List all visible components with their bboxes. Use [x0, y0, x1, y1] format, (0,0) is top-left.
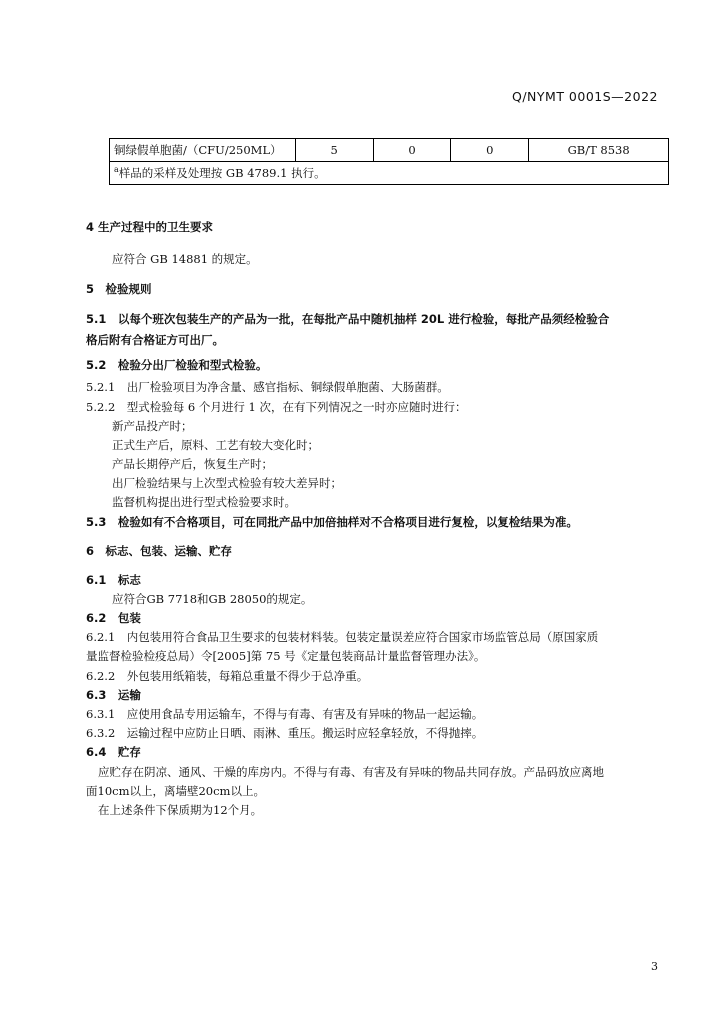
table-row: [110, 139, 669, 162]
clause-5-2-2: 5.2.2 型式检验每 6 个月进行 1 次，在有下列情况之一时亦应随时进行：: [86, 400, 467, 414]
heading-6-3: 6.3 运输: [86, 688, 141, 702]
spec-table: [109, 138, 669, 185]
clause-5-2-1: 5.2.1 出厂检验项目为净含量、感官指标、铜绿假单胞菌、大肠菌群。: [86, 380, 449, 394]
clause-5-1-line1: 5.1 以每个班次包装生产的产品为一批，在每批产品中随机抽样 20L 进行检验，每批产品须经检验合: [86, 312, 610, 326]
page-number: 3: [651, 960, 658, 973]
clause-6-2-1-line1: 6.2.1 内包装用符合食品卫生要求的包装材料装。包装定量误差应符合国家市场监管总局（原国家质: [86, 630, 599, 644]
table-cell-method: GB/T 8538: [529, 139, 669, 162]
list-item: 出厂检验结果与上次型式检验有较大差异时；: [112, 476, 342, 490]
heading-6: 6 标志、包装、运输、贮存: [86, 544, 233, 558]
paragraph-6-4-line3: 在上述条件下保质期为12个月。: [98, 803, 263, 817]
paragraph-6-4-line1: 应贮存在阴凉、通风、干燥的库房内。不得与有毒、有害及有异味的物品共同存放。产品码放应离地: [98, 765, 604, 779]
clause-6-3-1: 6.3.1 应使用食品专用运输车，不得与有毒、有害及有异味的物品一起运输。: [86, 707, 484, 721]
table-note: [110, 162, 669, 185]
paragraph-6-4-line2: 面10cm以上，离墙壁20cm以上。: [86, 784, 265, 798]
table-cell-item: 铜绿假单胞菌/（CFU/250ML）: [110, 139, 296, 162]
table-cell-c: 0: [373, 139, 451, 162]
note-mark: a: [114, 165, 119, 175]
clause-5-2: 5.2 检验分出厂检验和型式检验。: [86, 358, 268, 372]
table-cell-n: 5: [295, 139, 373, 162]
clause-5-3: 5.3 检验如有不合格项目，可在同批产品中加倍抽样对不合格项目进行复检，以复检结果为准。: [86, 515, 578, 529]
clause-6-3-2: 6.3.2 运输过程中应防止日晒、雨淋、重压。搬运时应轻拿轻放，不得抛摔。: [86, 726, 484, 740]
note-text: 样品的采样及处理按 GB 4789.1 执行。: [118, 166, 326, 180]
heading-6-1: 6.1 标志: [86, 573, 141, 587]
heading-5: 5 检验规则: [86, 282, 152, 296]
table-cell-m: 0: [451, 139, 529, 162]
paragraph-4: 应符合 GB 14881 的规定。: [112, 252, 258, 266]
heading-6-2: 6.2 包装: [86, 611, 141, 625]
heading-4: 4 生产过程中的卫生要求: [86, 220, 214, 234]
table-note-row: [110, 162, 669, 185]
clause-6-2-1-line2: 量监督检验检疫总局）令[2005]第 75 号《定量包装商品计量监督管理办法》。: [86, 649, 486, 663]
clause-6-2-2: 6.2.2 外包装用纸箱装，每箱总重量不得少于总净重。: [86, 669, 369, 683]
list-item: 新产品投产时；: [112, 419, 193, 433]
list-item: 正式生产后，原料、工艺有较大变化时；: [112, 438, 319, 452]
clause-5-1-line2: 格后附有合格证方可出厂。: [86, 333, 224, 347]
paragraph-6-1: 应符合GB 7718和GB 28050的规定。: [112, 592, 313, 606]
standard-code: Q/NYMT 0001S—2022: [512, 89, 658, 104]
list-item: 产品长期停产后，恢复生产时；: [112, 457, 273, 471]
heading-6-4: 6.4 贮存: [86, 745, 141, 759]
list-item: 监督机构提出进行型式检验要求时。: [112, 495, 296, 509]
